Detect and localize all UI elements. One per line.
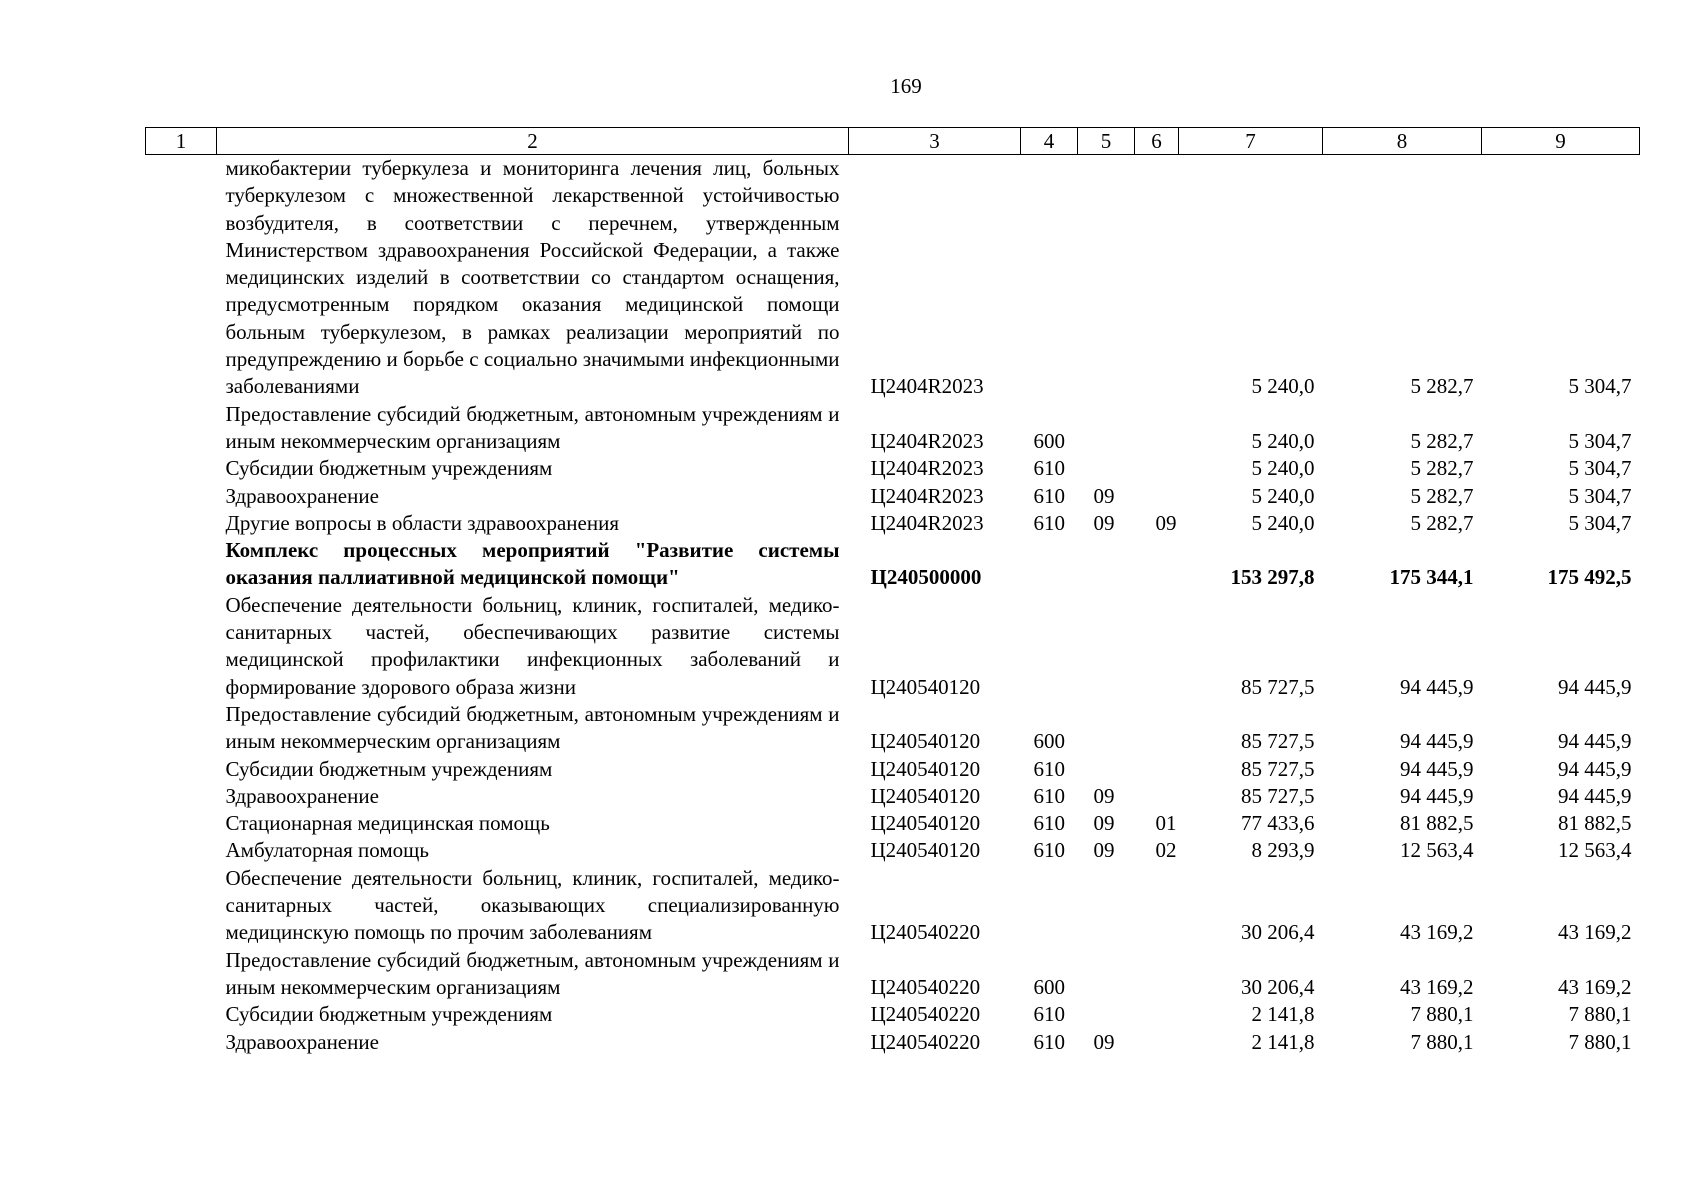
header-col-1: 1 [146, 128, 217, 155]
cell-description: Здравоохранение [225, 483, 379, 508]
cell-col-9: 7 880,1 [1568, 1002, 1632, 1027]
cell-code: Ц2404R2023 [870, 428, 984, 453]
cell-col-5 [1078, 947, 1135, 1002]
cell-col-1 [146, 592, 217, 701]
cell-col-6: 09 [1155, 510, 1177, 535]
cell-col-6 [1135, 592, 1179, 701]
cell-col-1 [146, 155, 217, 401]
header-col-2: 2 [217, 128, 849, 155]
cell-col-7: 5 240,0 [1251, 456, 1315, 481]
cell-col-1 [146, 947, 217, 1002]
cell-col-6 [1135, 483, 1179, 510]
cell-col-4: 610 [1033, 756, 1065, 781]
cell-col-4: 610 [1033, 811, 1065, 836]
cell-col-7: 2 141,8 [1251, 1002, 1315, 1027]
cell-col-8: 43 169,2 [1400, 974, 1474, 999]
cell-col-8: 5 282,7 [1410, 374, 1474, 399]
table-row [146, 701, 1640, 756]
cell-col-4: 610 [1033, 483, 1065, 508]
cell-code: Ц240540120 [870, 783, 981, 808]
cell-code: Ц240540220 [870, 1029, 981, 1054]
cell-col-6 [1135, 1029, 1179, 1056]
cell-description: Здравоохранение [225, 783, 379, 808]
cell-col-5 [1078, 537, 1135, 592]
cell-col-1 [146, 455, 217, 482]
cell-col-4: 610 [1033, 783, 1065, 808]
cell-col-5: 09 [1093, 838, 1115, 863]
header-col-6: 6 [1135, 128, 1179, 155]
cell-col-5 [1078, 592, 1135, 701]
table-body [146, 155, 1640, 1056]
cell-col-9: 12 563,4 [1558, 838, 1632, 863]
cell-code: Ц240540120 [870, 811, 981, 836]
cell-col-8: 5 282,7 [1410, 456, 1474, 481]
cell-col-1 [146, 783, 217, 810]
cell-col-5 [1078, 756, 1135, 783]
cell-col-7: 85 727,5 [1241, 783, 1315, 808]
cell-code: Ц2404R2023 [870, 374, 984, 399]
cell-col-5 [1078, 455, 1135, 482]
cell-description: Обеспечение деятельности больниц, клиник, госпиталей, медико-санитарных частей, обеспечивающих развитие системы медицинской профилактики инфекционных заболеваний и формирование здорового образа жизни [225, 592, 840, 699]
cell-col-4 [1021, 592, 1078, 701]
cell-description: Субсидии бюджетным учреждениям [225, 456, 553, 481]
cell-col-4: 610 [1033, 838, 1065, 863]
cell-col-7: 5 240,0 [1251, 483, 1315, 508]
cell-col-5: 09 [1093, 1029, 1115, 1054]
cell-col-9: 175 492,5 [1547, 565, 1632, 590]
cell-col-6: 01 [1155, 811, 1177, 836]
cell-code: Ц240540120 [870, 674, 981, 699]
table-row [146, 810, 1640, 837]
cell-col-7: 5 240,0 [1251, 428, 1315, 453]
cell-col-8: 94 445,9 [1400, 783, 1474, 808]
cell-col-5 [1078, 1001, 1135, 1028]
page-number: 169 [890, 74, 922, 98]
header-row [146, 128, 1640, 155]
cell-col-4: 600 [1033, 428, 1065, 453]
cell-col-7: 30 206,4 [1241, 920, 1315, 945]
cell-col-8: 7 880,1 [1410, 1002, 1474, 1027]
cell-col-7: 5 240,0 [1251, 510, 1315, 535]
header-col-7: 7 [1179, 128, 1323, 155]
cell-code: Ц240540120 [870, 729, 981, 754]
cell-code: Ц240540220 [870, 920, 981, 945]
cell-col-6: 02 [1155, 838, 1177, 863]
cell-col-7: 2 141,8 [1251, 1029, 1315, 1054]
table-row [146, 155, 1640, 401]
cell-description: Комплекс процессных мероприятий "Развитие системы оказания паллиативной медицинской помощи" [225, 538, 840, 590]
cell-col-9: 7 880,1 [1568, 1029, 1632, 1054]
table-row [146, 455, 1640, 482]
cell-description: Здравоохранение [225, 1029, 379, 1054]
cell-col-6 [1135, 865, 1179, 947]
header-col-5: 5 [1078, 128, 1135, 155]
cell-col-8: 43 169,2 [1400, 920, 1474, 945]
cell-col-8: 94 445,9 [1400, 756, 1474, 781]
cell-col-6 [1135, 701, 1179, 756]
cell-description: Обеспечение деятельности больниц, клиник, госпиталей, медико-санитарных частей, оказывающих специализированную медицинскую помощь по прочим заболеваниям [225, 865, 840, 945]
cell-description: Предоставление субсидий бюджетным, автономным учреждениям и иным некоммерческим организациям [225, 947, 840, 999]
cell-col-5 [1078, 701, 1135, 756]
cell-col-6 [1135, 155, 1179, 401]
cell-col-7: 30 206,4 [1241, 974, 1315, 999]
cell-col-8: 7 880,1 [1410, 1029, 1474, 1054]
cell-col-6 [1135, 537, 1179, 592]
cell-col-1 [146, 510, 217, 537]
cell-col-4 [1021, 537, 1078, 592]
cell-col-8: 5 282,7 [1410, 428, 1474, 453]
table-row [146, 756, 1640, 783]
cell-col-4 [1021, 865, 1078, 947]
cell-col-5: 09 [1093, 510, 1115, 535]
header-col-4: 4 [1021, 128, 1078, 155]
cell-col-7: 8 293,9 [1251, 838, 1315, 863]
cell-col-7: 153 297,8 [1230, 565, 1315, 590]
cell-description: Амбулаторная помощь [225, 838, 429, 863]
cell-col-9: 5 304,7 [1568, 456, 1632, 481]
cell-col-6 [1135, 1001, 1179, 1028]
cell-col-7: 85 727,5 [1241, 729, 1315, 754]
cell-col-8: 5 282,7 [1410, 483, 1474, 508]
table-row [146, 947, 1640, 1002]
cell-col-5 [1078, 865, 1135, 947]
cell-col-4: 600 [1033, 729, 1065, 754]
table-row [146, 537, 1640, 592]
cell-col-9: 94 445,9 [1558, 756, 1632, 781]
cell-col-9: 94 445,9 [1558, 674, 1632, 699]
cell-col-9: 5 304,7 [1568, 483, 1632, 508]
table-row [146, 1001, 1640, 1028]
cell-col-4: 610 [1033, 510, 1065, 535]
budget-table [145, 127, 1640, 1056]
table-row [146, 510, 1640, 537]
cell-col-6 [1135, 783, 1179, 810]
cell-col-1 [146, 865, 217, 947]
cell-col-4: 610 [1033, 1029, 1065, 1054]
table-row [146, 865, 1640, 947]
table-row [146, 483, 1640, 510]
cell-col-6 [1135, 756, 1179, 783]
cell-col-8: 94 445,9 [1400, 729, 1474, 754]
cell-col-4 [1021, 155, 1078, 401]
cell-col-5 [1078, 155, 1135, 401]
cell-col-8: 5 282,7 [1410, 510, 1474, 535]
cell-col-4: 610 [1033, 1002, 1065, 1027]
cell-description: микобактерии туберкулеза и мониторинга лечения лиц, больных туберкулезом с множественной лекарственной устойчивостью возбудителя, в соответствии с перечнем, утвержденным Министерством здравоохранения Российской Федерации, а также медицинских изделий в соответствии со стандартом оснащения, предусмотренным порядком оказания медицинской помощи больным туберкулезом, в рамках реализации мероприятий по предупреждению и борьбе с социально значимыми инфекционными заболеваниями [225, 156, 840, 399]
header-col-3: 3 [849, 128, 1021, 155]
cell-description: Другие вопросы в области здравоохранения [225, 510, 619, 535]
cell-code: Ц240540220 [870, 974, 981, 999]
table-row [146, 783, 1640, 810]
cell-col-4: 600 [1033, 974, 1065, 999]
cell-col-6 [1135, 455, 1179, 482]
cell-col-7: 5 240,0 [1251, 374, 1315, 399]
table-row [146, 837, 1640, 864]
cell-col-8: 175 344,1 [1389, 565, 1474, 590]
cell-col-1 [146, 401, 217, 456]
header-col-8: 8 [1323, 128, 1482, 155]
cell-col-6 [1135, 401, 1179, 456]
cell-description: Субсидии бюджетным учреждениям [225, 756, 553, 781]
cell-description: Предоставление субсидий бюджетным, автономным учреждениям и иным некоммерческим организациям [225, 701, 840, 754]
cell-code: Ц2404R2023 [870, 510, 984, 535]
cell-col-9: 5 304,7 [1568, 374, 1632, 399]
cell-description: Предоставление субсидий бюджетным, автономным учреждениям и иным некоммерческим организациям [225, 401, 840, 453]
cell-col-9: 43 169,2 [1558, 920, 1632, 945]
cell-col-5: 09 [1093, 483, 1115, 508]
cell-code: Ц2404R2023 [870, 456, 984, 481]
header-col-9: 9 [1482, 128, 1640, 155]
cell-col-1 [146, 1029, 217, 1056]
cell-col-5: 09 [1093, 783, 1115, 808]
cell-code: Ц240540120 [870, 838, 981, 863]
table-row [146, 1029, 1640, 1056]
cell-col-8: 81 882,5 [1400, 811, 1474, 836]
table-header [146, 128, 1640, 155]
cell-col-9: 5 304,7 [1568, 510, 1632, 535]
cell-col-8: 12 563,4 [1400, 838, 1474, 863]
cell-col-1 [146, 756, 217, 783]
cell-col-8: 94 445,9 [1400, 674, 1474, 699]
table-row [146, 592, 1640, 701]
cell-col-1 [146, 837, 217, 864]
table-row [146, 401, 1640, 456]
cell-description: Субсидии бюджетным учреждениям [225, 1002, 553, 1027]
cell-col-9: 94 445,9 [1558, 729, 1632, 754]
cell-code: Ц240500000 [870, 565, 982, 590]
cell-col-1 [146, 1001, 217, 1028]
cell-col-1 [146, 537, 217, 592]
cell-code: Ц2404R2023 [870, 483, 984, 508]
cell-code: Ц240540120 [870, 756, 981, 781]
cell-description: Стационарная медицинская помощь [225, 811, 550, 836]
cell-col-4: 610 [1033, 456, 1065, 481]
cell-col-1 [146, 701, 217, 756]
cell-col-9: 94 445,9 [1558, 783, 1632, 808]
cell-col-9: 81 882,5 [1558, 811, 1632, 836]
cell-col-9: 43 169,2 [1558, 974, 1632, 999]
cell-col-7: 77 433,6 [1241, 811, 1315, 836]
cell-col-1 [146, 810, 217, 837]
cell-col-6 [1135, 947, 1179, 1002]
cell-col-5 [1078, 401, 1135, 456]
cell-col-9: 5 304,7 [1568, 428, 1632, 453]
cell-col-1 [146, 483, 217, 510]
cell-col-5: 09 [1093, 811, 1115, 836]
cell-code: Ц240540220 [870, 1002, 981, 1027]
cell-col-7: 85 727,5 [1241, 756, 1315, 781]
cell-col-7: 85 727,5 [1241, 674, 1315, 699]
